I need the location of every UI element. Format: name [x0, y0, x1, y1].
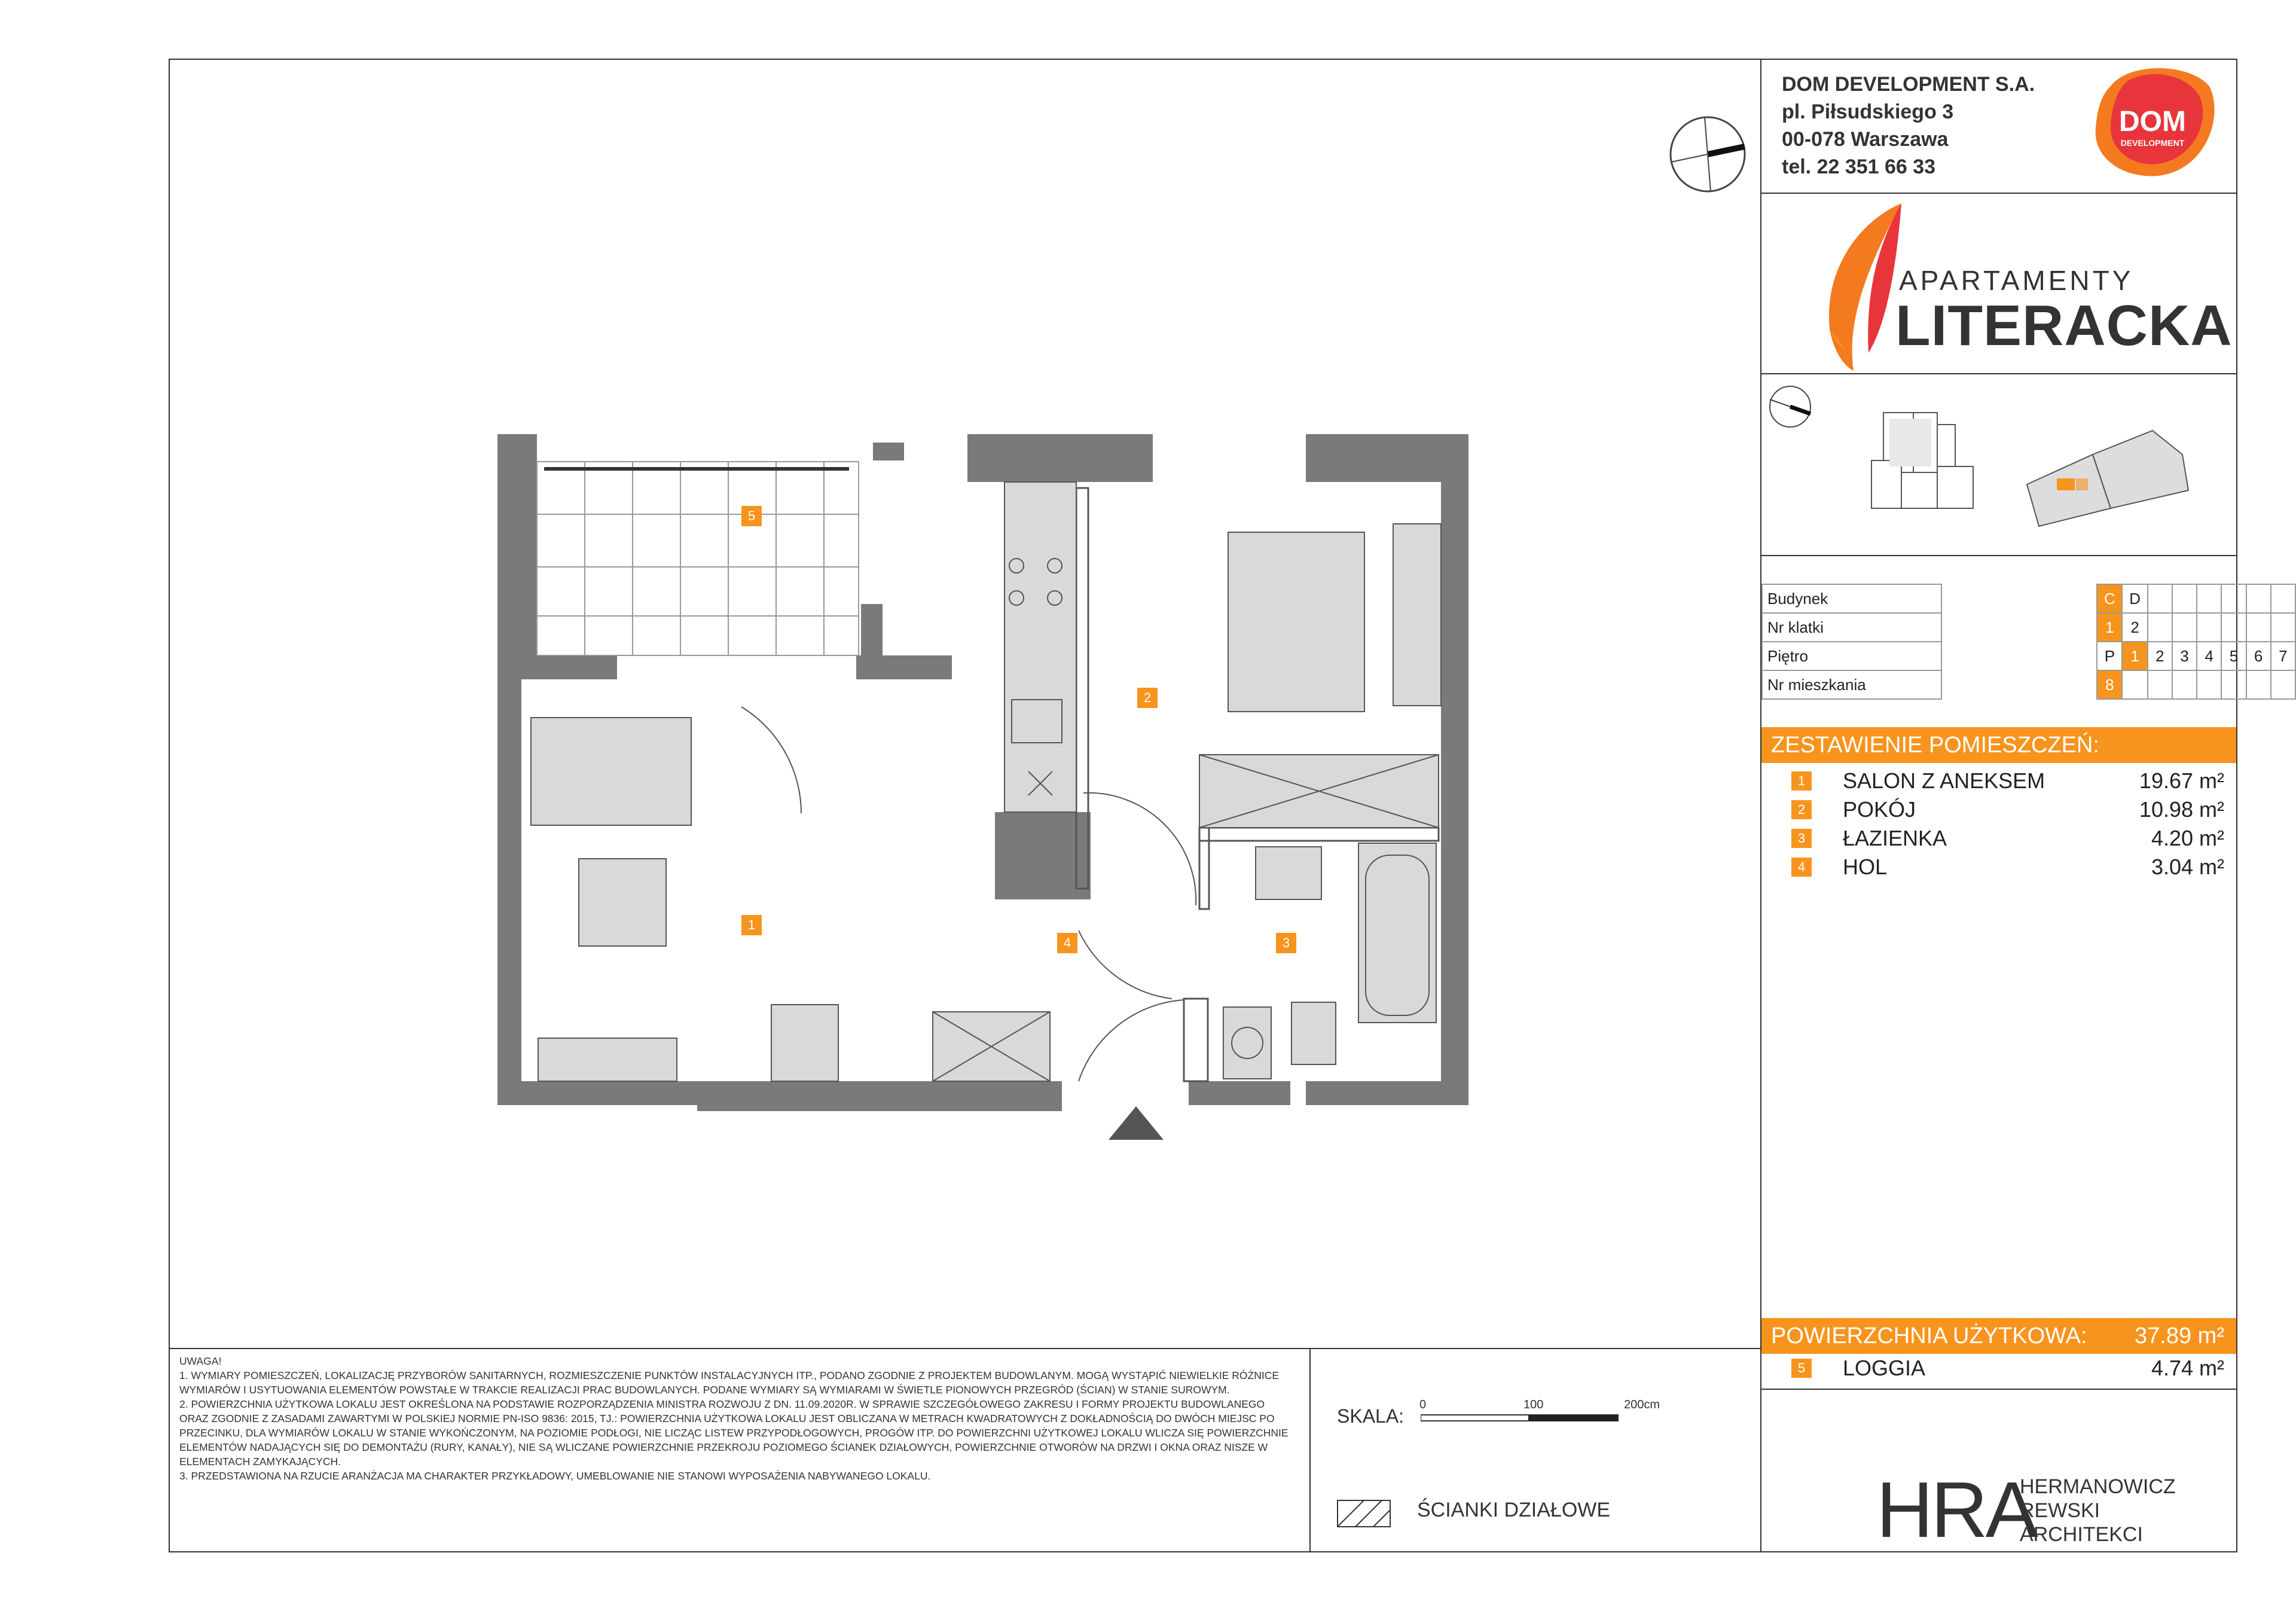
notes-divider	[169, 1348, 1761, 1349]
room-number: 3	[1791, 829, 1812, 848]
room-row	[1761, 795, 2236, 824]
info-cell: 3	[2172, 642, 2197, 670]
plan-tag-2: 2	[1137, 688, 1158, 708]
info-cell	[2172, 613, 2197, 642]
info-cell	[2221, 613, 2246, 642]
info-cell	[2246, 584, 2271, 613]
info-row-spacer	[1941, 642, 2097, 670]
title-divider-4	[1760, 1389, 2237, 1390]
note-3: 3. PRZEDSTAWIONA NA RZUCIE ARANŻACJA MA CHARAKTER PRZYKŁADOWY, UMEBLOWANIE NIE STANOWI WYPOSAŻENIA NABYWANEGO LOKALU.	[179, 1470, 931, 1482]
company-city: 00-078 Warszawa	[1782, 128, 1949, 151]
info-cell	[2172, 670, 2197, 699]
room-row	[1761, 824, 2236, 853]
architect-line-3: ARCHITEKCI	[2020, 1523, 2143, 1546]
loggia-number: 5	[1791, 1359, 1812, 1378]
info-cell	[2148, 584, 2172, 613]
key-plan-floor	[2021, 419, 2200, 532]
scale-label: SKALA:	[1337, 1405, 1405, 1427]
info-cell	[2271, 613, 2295, 642]
info-cell	[2148, 613, 2172, 642]
partition-hatch-icon	[1337, 1500, 1391, 1527]
room-row	[1761, 767, 2236, 795]
info-cell: 1	[2097, 613, 2122, 642]
note-2: 2. POWIERZCHNIA UŻYTKOWA LOKALU JEST OKREŚLONA NA PODSTAWIE ROZPORZĄDZENIA MINISTRA ROZWOJU Z DN. 11.09.2020R. W SPRAWIE SZCZEGÓŁOWEGO ZAKRESU I FORMY PROJEKTU BUDOWLANEGO ORAZ ZGODNIE Z ZASADAMI ZAWARTYMI W POLSKIEJ NORMIE PN-ISO 9836: 2015, TJ.: POWIERZCHNIA UŻYTKOWA LOKALU JEST OBLICZANA W METRACH KWADRATOWYCH Z DOKŁADNOŚCIĄ DO DWÓCH MIEJSC PO PRZECINKU, DLA WYMIARÓW LOKALU W STANIE WYKOŃCZONYM, NA POZIOMIE PODŁOGI, NIE LICZĄC LISTEW PRZYPODŁOGOWYCH, PROGÓW ITP. DO POWIERZCHNI UŻYTKOWEJ LOKALU WLICZA SIĘ POWIERZCHNIE ELEMENTÓW NADAJĄCYCH SIĘ DO DEMONTAŻU (RURY, KANAŁY), NIE SĄ WLICZANE POWIERZCHNIE PRZEKROJU POZIOMEGO ŚCIANEK DZIAŁOWYCH, POWIERZCHNIE OTWORÓW NA DRZWI I OKNA ORAZ NISZE W ELEMENTACH ZAMYKAJĄCYCH.	[179, 1398, 1289, 1468]
info-cell: 2	[2122, 613, 2147, 642]
info-row-label: Budynek	[1762, 584, 1941, 613]
room-area: 4.20 m²	[2151, 826, 2224, 850]
title-divider-3	[1760, 555, 2237, 556]
apartment-info-table	[1761, 584, 2296, 700]
info-row-spacer	[1941, 584, 2097, 613]
info-cell	[2122, 670, 2147, 699]
project-subtitle: APARTAMENTY	[1899, 265, 2134, 296]
company-phone: tel. 22 351 66 33	[1782, 155, 1936, 178]
info-cell: 5	[2221, 642, 2246, 670]
room-number: 4	[1791, 858, 1812, 877]
info-cell	[2172, 584, 2197, 613]
info-cell	[2246, 670, 2271, 699]
info-row	[1762, 584, 2295, 613]
project-title: LITERACKA	[1895, 294, 2233, 358]
info-cell: C	[2097, 584, 2122, 613]
plan-tag-1: 1	[741, 915, 762, 935]
loggia-name: LOGGIA	[1843, 1356, 1926, 1380]
floor-plan	[490, 419, 1507, 1160]
info-cell: 8	[2097, 670, 2122, 699]
room-name: ŁAZIENKA	[1843, 826, 1947, 850]
info-row-label: Nr klatki	[1762, 613, 1941, 642]
plan-tag-5: 5	[741, 506, 762, 526]
room-number: 1	[1791, 771, 1812, 791]
architect-names	[2020, 1475, 2176, 1546]
room-name: HOL	[1843, 855, 1888, 879]
info-cell: 1	[2122, 642, 2147, 670]
rooms-heading: ZESTAWIENIE POMIESZCZEŃ:	[1761, 727, 2236, 763]
info-cell	[2271, 670, 2295, 699]
dom-logo-subtext: DEVELOPMENT	[2120, 138, 2185, 148]
architect-line-1: HERMANOWICZ	[2020, 1475, 2176, 1498]
room-number: 2	[1791, 800, 1812, 819]
info-row	[1762, 642, 2295, 670]
plan-tag-4: 4	[1057, 933, 1077, 953]
info-cell	[2197, 584, 2221, 613]
notes-block	[179, 1354, 1292, 1483]
note-1: 1. WYMIARY POMIESZCZEŃ, LOKALIZACJĘ PRZYBORÓW SANITARNYCH, ROZMIESZCZENIE PUNKTÓW INSTALACYJNYCH ITP., PODANO ZGODNIE Z PROJEKTEM BUDOWLANYM. MOGĄ WYSTĄPIĆ NIEWIELKIE RÓŻNICE WYMIARÓW I USYTUOWANIA ELEMENTÓW POWSTAŁE W TRAKCIE REALIZACJI PRAC BUDOWLANYCH. PODANE WYMIARY SĄ WYMIARAMI W ŚWIETLE PIONOWYCH PRZEGRÓD (ŚCIAN) W STANIE SUROWYM.	[179, 1369, 1280, 1396]
info-cell	[2148, 670, 2172, 699]
info-row-spacer	[1941, 670, 2097, 699]
info-cell	[2246, 613, 2271, 642]
loggia-area: 4.74 m²	[2151, 1356, 2224, 1380]
loggia-floor	[537, 462, 859, 655]
architect-logo: HRA	[1876, 1466, 2036, 1554]
notes-scale-divider	[1309, 1348, 1311, 1552]
company-name: DOM DEVELOPMENT S.A.	[1782, 73, 2035, 96]
scale-tick-0: 0	[1419, 1398, 1427, 1411]
info-cell	[2271, 584, 2295, 613]
company-street: pl. Piłsudskiego 3	[1782, 100, 1954, 123]
key-plan-building-c	[1866, 401, 1985, 520]
entrance-arrow-icon	[1109, 1106, 1164, 1140]
title-divider-1	[1760, 193, 2237, 194]
scale-tick-200: 200cm	[1624, 1398, 1660, 1411]
loggia-row	[1761, 1354, 2236, 1383]
info-cell: 6	[2246, 642, 2271, 670]
info-cell	[2221, 670, 2246, 699]
notes-title: UWAGA!	[179, 1355, 222, 1367]
info-cell: 2	[2148, 642, 2172, 670]
info-row-label: Nr mieszkania	[1762, 670, 1941, 699]
usable-area-label: POWIERZCHNIA UŻYTKOWA:	[1771, 1323, 2087, 1349]
room-area: 3.04 m²	[2151, 855, 2224, 879]
info-cell	[2197, 670, 2221, 699]
small-compass-icon	[1766, 383, 1814, 431]
room-area: 19.67 m²	[2139, 768, 2224, 793]
company-address	[1782, 71, 2035, 181]
room-area: 10.98 m²	[2139, 797, 2224, 822]
usable-area-heading	[1761, 1318, 2236, 1354]
room-name: SALON Z ANEKSEM	[1843, 768, 2045, 793]
usable-area-value: 37.89 m²	[2135, 1323, 2224, 1349]
info-cell: D	[2122, 584, 2147, 613]
architect-line-2: REWSKI	[2020, 1499, 2100, 1522]
scale-tick-100: 100	[1523, 1398, 1544, 1411]
info-cell	[2221, 584, 2246, 613]
info-row-label: Piętro	[1762, 642, 1941, 670]
room-name: POKÓJ	[1843, 797, 1916, 822]
info-cell	[2197, 613, 2221, 642]
info-cell: P	[2097, 642, 2122, 670]
room-row	[1761, 853, 2236, 881]
scale-bar	[1421, 1414, 1630, 1423]
info-cell: 7	[2271, 642, 2295, 670]
dom-development-logo	[2087, 62, 2218, 182]
info-cell: 4	[2197, 642, 2221, 670]
info-row-spacer	[1941, 613, 2097, 642]
dom-logo-text: DOM	[2119, 106, 2186, 138]
compass-icon	[1666, 112, 1750, 196]
feather-logo-icon	[1812, 197, 1907, 377]
info-row	[1762, 670, 2295, 699]
info-row	[1762, 613, 2295, 642]
partition-legend-label: ŚCIANKI DZIAŁOWE	[1417, 1499, 1611, 1521]
plan-tag-3: 3	[1276, 933, 1296, 953]
